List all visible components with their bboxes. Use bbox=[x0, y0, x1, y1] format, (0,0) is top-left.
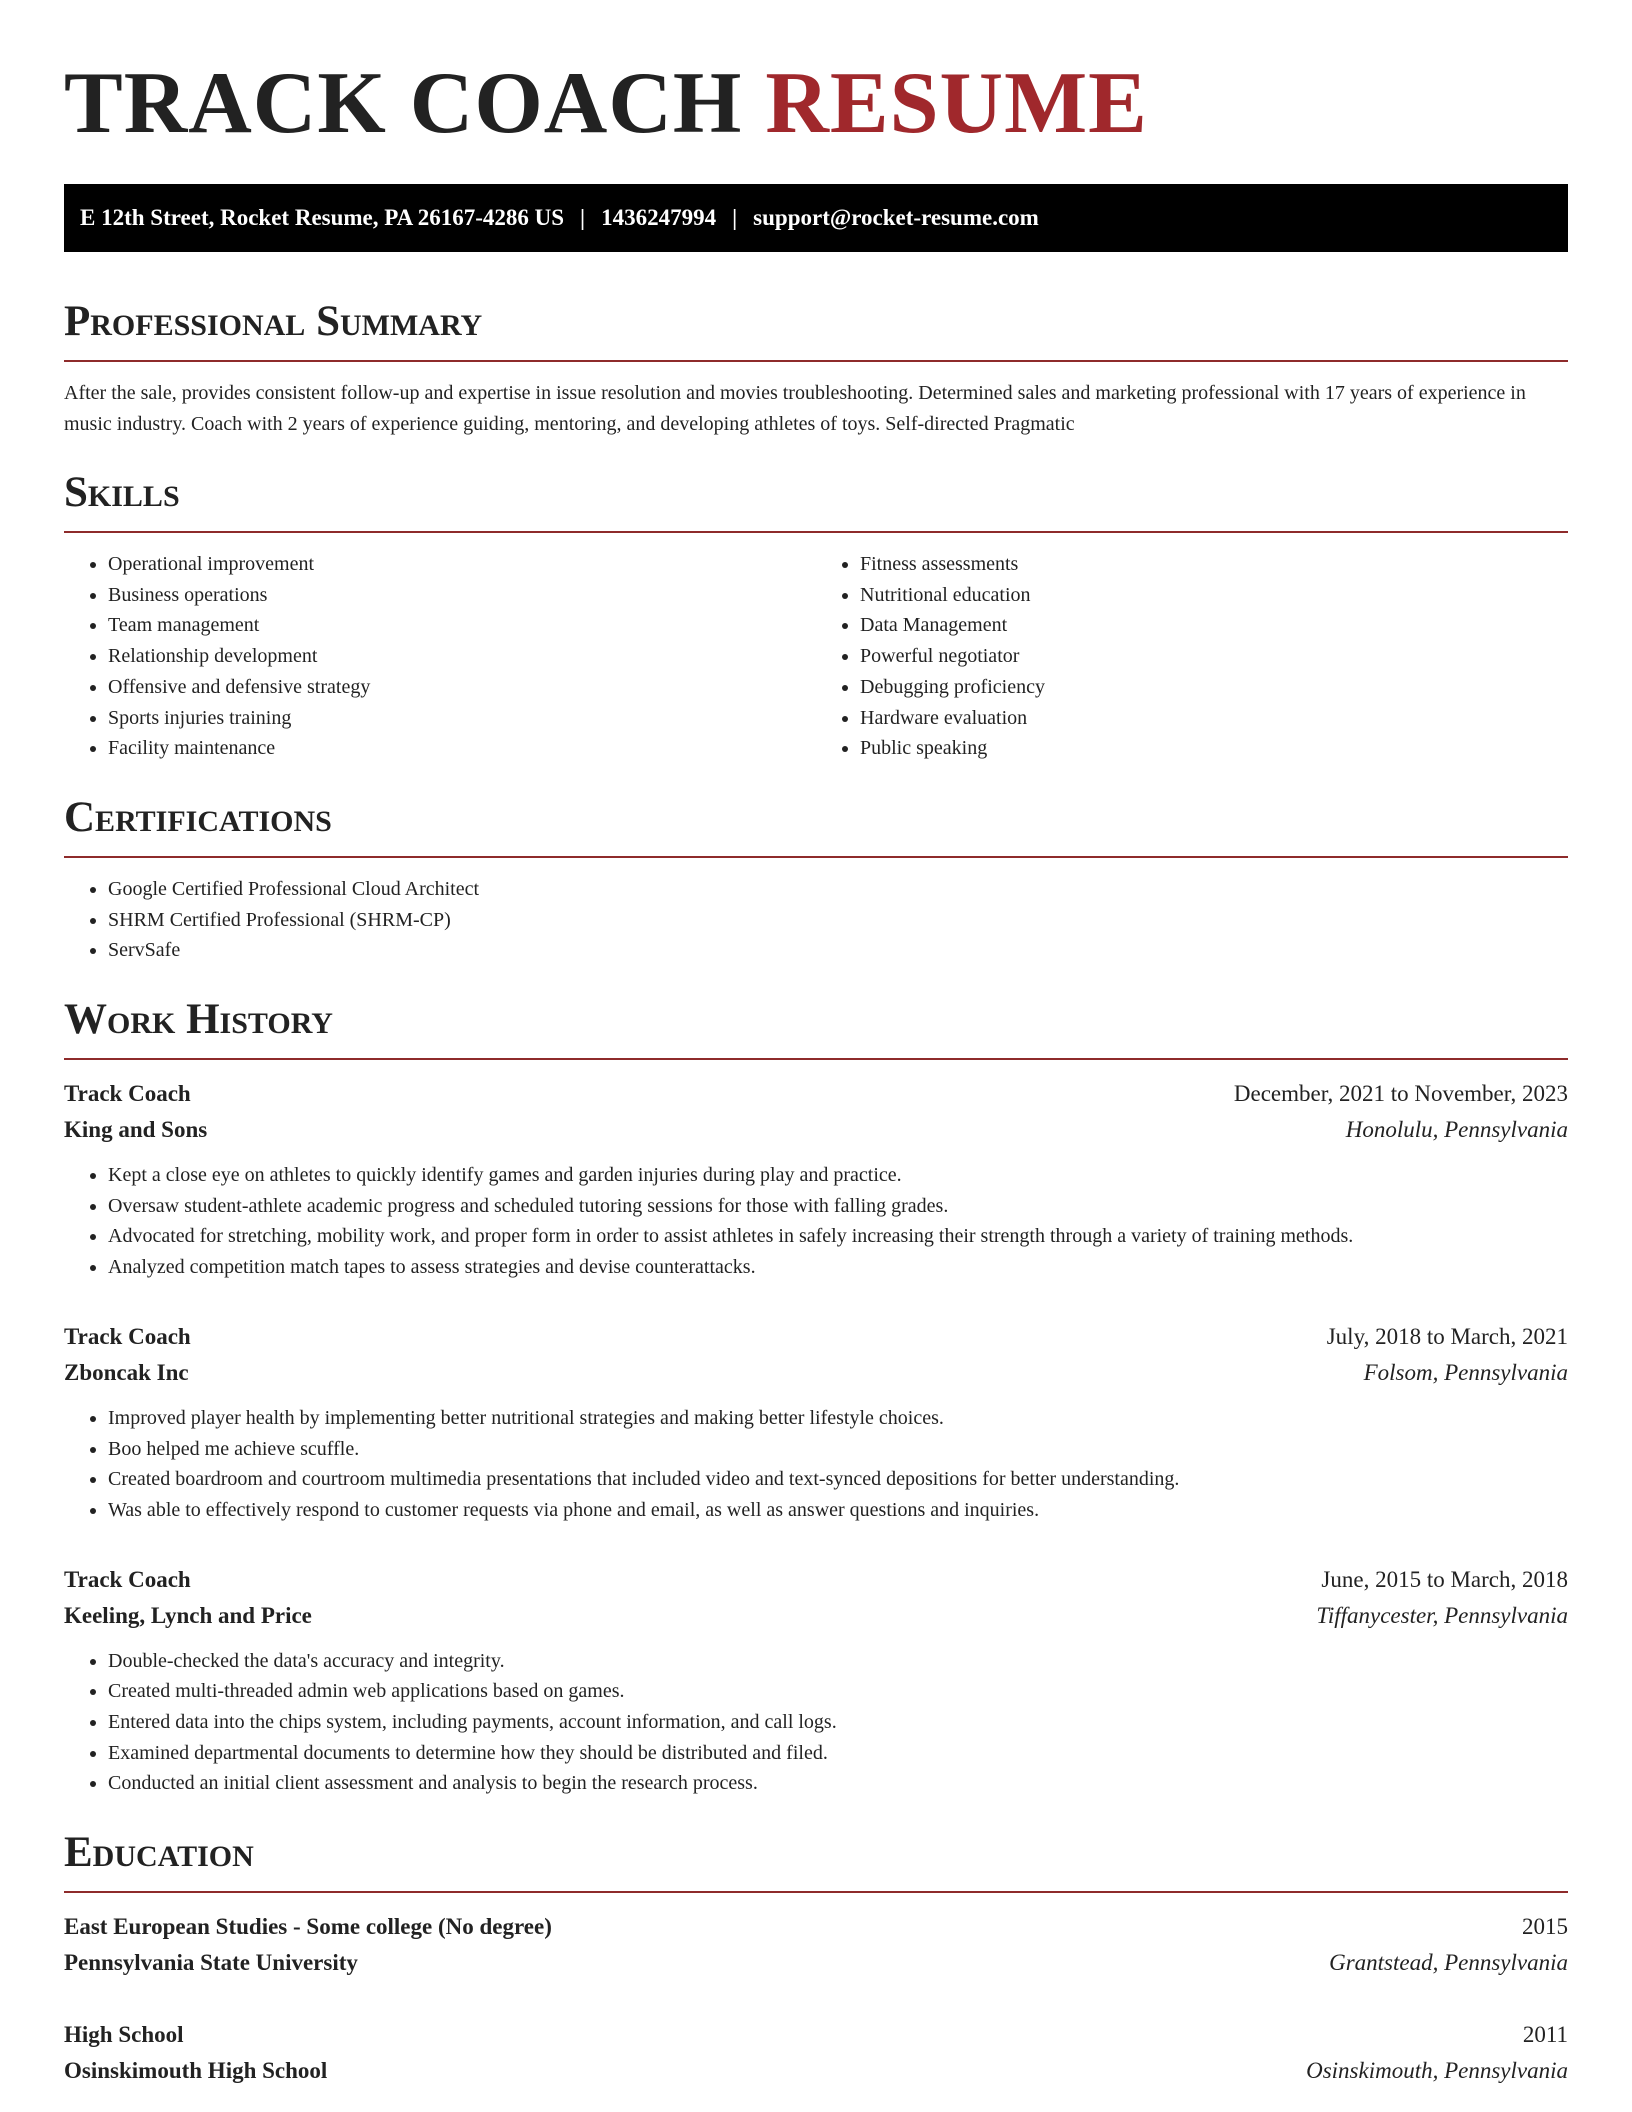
skills-section bbox=[64, 467, 1568, 764]
education-school: Pennsylvania State University bbox=[64, 1950, 358, 1976]
job-bullet: • Entered data into the chips system, including payments, account information, and call logs. bbox=[108, 1707, 1568, 1738]
job-company: King and Sons bbox=[64, 1117, 208, 1143]
contact-separator: | bbox=[732, 205, 738, 230]
job-dates: December, 2021 to November, 2023 bbox=[1233, 1081, 1568, 1107]
skill-item: • Nutritional education bbox=[860, 580, 1568, 611]
job-entry bbox=[64, 1076, 1568, 1283]
skill-item: • Operational improvement bbox=[108, 549, 816, 580]
job-bullet: • Conducted an initial client assessment and analysis to begin the research process. bbox=[108, 1768, 1568, 1799]
skill-item: • Facility maintenance bbox=[108, 733, 816, 764]
work-history-heading: Work History bbox=[64, 996, 333, 1044]
summary-text: After the sale, provides consistent follow-up and expertise in issue resolution and movies troubleshooting. Determined sales and marketing professional with 17 years of experience in music industry. Coach with 2 years of experience guiding, mentoring, and developing athletes of toys. Self-directed Pragmatic bbox=[64, 382, 1526, 435]
job-title: Track Coach bbox=[64, 1566, 191, 1592]
section-divider bbox=[64, 1058, 1568, 1060]
skill-item: • Hardware evaluation bbox=[860, 703, 1568, 734]
job-bullet: • Kept a close eye on athletes to quickly identify games and garden injuries during play and practice. bbox=[108, 1160, 1568, 1191]
job-title: Track Coach bbox=[64, 1081, 191, 1107]
job-bullet: • Created boardroom and courtroom multimedia presentations that included video and text-synced depositions for better understanding. bbox=[108, 1464, 1568, 1495]
skill-item: • Sports injuries training bbox=[108, 703, 816, 734]
certification-item: • ServSafe bbox=[108, 935, 1568, 966]
skill-item: • Team management bbox=[108, 610, 816, 641]
job-company-row bbox=[64, 1112, 1568, 1148]
skill-item: • Offensive and defensive strategy bbox=[108, 672, 816, 703]
certifications-list bbox=[64, 874, 1568, 966]
education-school-row bbox=[64, 2053, 1568, 2089]
contact-bar bbox=[64, 184, 1568, 252]
education-location: Osinskimouth, Pennsylvania bbox=[1306, 2058, 1568, 2084]
education-degree: High School bbox=[64, 2022, 184, 2048]
skill-item: • Powerful negotiator bbox=[860, 641, 1568, 672]
section-divider bbox=[64, 856, 1568, 858]
contact-separator: | bbox=[580, 205, 586, 230]
education-degree: East European Studies - Some college (No degree) bbox=[64, 1914, 552, 1940]
skills-list-right bbox=[816, 549, 1568, 764]
certifications-heading: Certifications bbox=[64, 793, 332, 841]
education-section bbox=[64, 1827, 1568, 2089]
education-entry bbox=[64, 2017, 1568, 2089]
contact-address: E 12th Street, Rocket Resume, PA 26167-4286 US bbox=[80, 205, 565, 230]
education-entry bbox=[64, 1909, 1568, 1981]
job-location: Folsom, Pennsylvania bbox=[1363, 1359, 1568, 1385]
skill-item: • Relationship development bbox=[108, 641, 816, 672]
job-location: Tiffanycester, Pennsylvania bbox=[1316, 1602, 1568, 1628]
skill-item: • Data Management bbox=[860, 610, 1568, 641]
job-entry bbox=[64, 1319, 1568, 1526]
education-degree-row bbox=[64, 1909, 1568, 1945]
skill-item: • Debugging proficiency bbox=[860, 672, 1568, 703]
job-header-row bbox=[64, 1319, 1568, 1355]
job-bullets bbox=[64, 1646, 1568, 1800]
education-school-row bbox=[64, 1945, 1568, 1981]
education-year: 2015 bbox=[1522, 1914, 1568, 1940]
certification-item: • Google Certified Professional Cloud Architect bbox=[108, 874, 1568, 905]
job-location: Honolulu, Pennsylvania bbox=[1345, 1117, 1568, 1143]
job-bullet: • Improved player health by implementing better nutritional strategies and making better lifestyle choices. bbox=[108, 1403, 1568, 1434]
job-bullet: • Advocated for stretching, mobility work, and proper form in order to assist athletes in safely increasing their strength through a variety of training methods. bbox=[108, 1221, 1568, 1252]
education-degree-row bbox=[64, 2017, 1568, 2053]
contact-email: support@rocket-resume.com bbox=[753, 205, 1039, 230]
job-company: Keeling, Lynch and Price bbox=[64, 1602, 312, 1628]
education-year: 2011 bbox=[1522, 2022, 1568, 2048]
contact-phone: 1436247994 bbox=[601, 205, 717, 230]
education-heading: Education bbox=[64, 1829, 254, 1877]
job-bullet: • Was able to effectively respond to customer requests via phone and email, as well as answer questions and inquiries. bbox=[108, 1495, 1568, 1526]
job-bullet: • Double-checked the data's accuracy and integrity. bbox=[108, 1646, 1568, 1677]
summary-heading: Professional Summary bbox=[64, 298, 483, 345]
job-bullet: • Created multi-threaded admin web applications based on games. bbox=[108, 1676, 1568, 1707]
job-bullet: • Oversaw student-athlete academic progress and scheduled tutoring sessions for those with falling grades. bbox=[108, 1191, 1568, 1222]
summary-section bbox=[64, 296, 1568, 439]
job-bullet: • Analyzed competition match tapes to assess strategies and devise counterattacks. bbox=[108, 1252, 1568, 1283]
job-company-row bbox=[64, 1598, 1568, 1634]
job-company-row bbox=[64, 1355, 1568, 1391]
job-bullets bbox=[64, 1403, 1568, 1526]
education-location: Grantstead, Pennsylvania bbox=[1329, 1950, 1568, 1976]
job-bullet: • Examined departmental documents to determine how they should be distributed and filed. bbox=[108, 1738, 1568, 1769]
job-title: Track Coach bbox=[64, 1323, 191, 1349]
job-company: Zboncak Inc bbox=[64, 1359, 189, 1385]
title-main: TRACK COACH bbox=[64, 55, 743, 152]
job-header-row bbox=[64, 1076, 1568, 1112]
certification-item: • SHRM Certified Professional (SHRM-CP) bbox=[108, 905, 1568, 936]
skill-item: • Public speaking bbox=[860, 733, 1568, 764]
job-dates: June, 2015 to March, 2018 bbox=[1321, 1566, 1568, 1592]
job-entry bbox=[64, 1562, 1568, 1800]
skills-grid bbox=[64, 533, 1568, 764]
education-school: Osinskimouth High School bbox=[64, 2058, 328, 2084]
resume-title bbox=[64, 52, 1568, 156]
job-header-row bbox=[64, 1562, 1568, 1598]
skill-item: • Fitness assessments bbox=[860, 549, 1568, 580]
job-dates: July, 2018 to March, 2021 bbox=[1326, 1323, 1568, 1349]
skills-list-left bbox=[64, 549, 816, 764]
skills-heading: Skills bbox=[64, 469, 180, 516]
section-divider bbox=[64, 1891, 1568, 1893]
section-divider bbox=[64, 360, 1568, 362]
job-bullet: • Boo helped me achieve scuffle. bbox=[108, 1434, 1568, 1465]
certifications-section bbox=[64, 792, 1568, 966]
work-history-section bbox=[64, 994, 1568, 1799]
title-accent: RESUME bbox=[765, 55, 1148, 152]
job-bullets bbox=[64, 1160, 1568, 1283]
skill-item: • Business operations bbox=[108, 580, 816, 611]
